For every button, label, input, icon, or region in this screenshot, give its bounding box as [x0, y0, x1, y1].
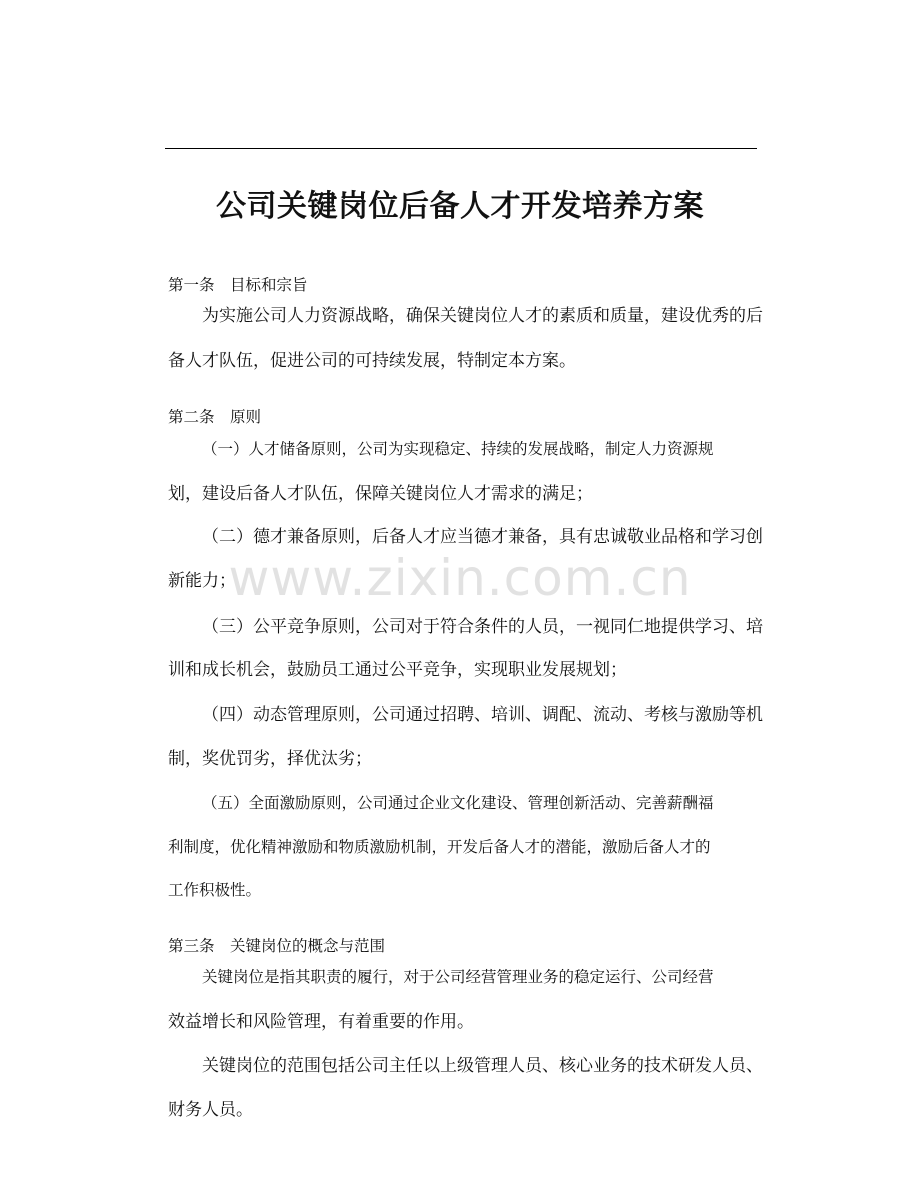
paragraph-line: 效益增长和风险管理，有着重要的作用。 — [168, 1012, 474, 1032]
header-rule — [165, 148, 757, 149]
paragraph-line: （五）全面激励原则，公司通过企业文化建设、管理创新活动、完善薪酬福 — [202, 794, 714, 812]
article-2-heading: 第二条 原则 — [168, 408, 262, 426]
paragraph-line: 关键岗位是指其职责的履行，对于公司经营管理业务的稳定运行、公司经营 — [202, 968, 714, 986]
paragraph-line: 制，奖优罚劣，择优汰劣； — [168, 749, 372, 769]
paragraph-line: 备人才队伍，促进公司的可持续发展，特制定本方案。 — [168, 351, 576, 371]
paragraph-line: 新能力； — [168, 571, 236, 591]
paragraph-line: 利制度，优化精神激励和物质激励机制，开发后备人才的潜能，激励后备人才的 — [168, 838, 711, 856]
paragraph-line: （一）人才储备原则，公司为实现稳定、持续的发展战略，制定人力资源规 — [202, 440, 714, 458]
watermark: www.zixin.com.cn — [228, 549, 692, 607]
paragraph-line: 训和成长机会，鼓励员工通过公平竞争，实现职业发展规划； — [168, 660, 627, 680]
paragraph-line: （二）德才兼备原则，后备人才应当德才兼备，具有忠诚敬业品格和学习创 — [202, 527, 763, 547]
paragraph-line: （四）动态管理原则，公司通过招聘、培训、调配、流动、考核与激励等机 — [202, 705, 763, 725]
paragraph-line: （三）公平竞争原则，公司对于符合条件的人员，一视同仁地提供学习、培 — [202, 617, 763, 637]
article-3-heading: 第三条 关键岗位的概念与范围 — [168, 937, 386, 955]
document-title: 公司关键岗位后备人才开发培养方案 — [216, 189, 704, 224]
paragraph-line: 财务人员。 — [168, 1100, 253, 1120]
article-1-heading: 第一条 目标和宗旨 — [168, 276, 308, 294]
paragraph-line: 为实施公司人力资源战略，确保关键岗位人才的素质和质量，建设优秀的后 — [202, 306, 763, 326]
paragraph-line: 工作积极性。 — [168, 881, 262, 899]
paragraph-line: 划，建设后备人才队伍，保障关键岗位人才需求的满足； — [168, 484, 593, 504]
paragraph-line: 关键岗位的范围包括公司主任以上级管理人员、核心业务的技术研发人员、 — [202, 1056, 763, 1076]
